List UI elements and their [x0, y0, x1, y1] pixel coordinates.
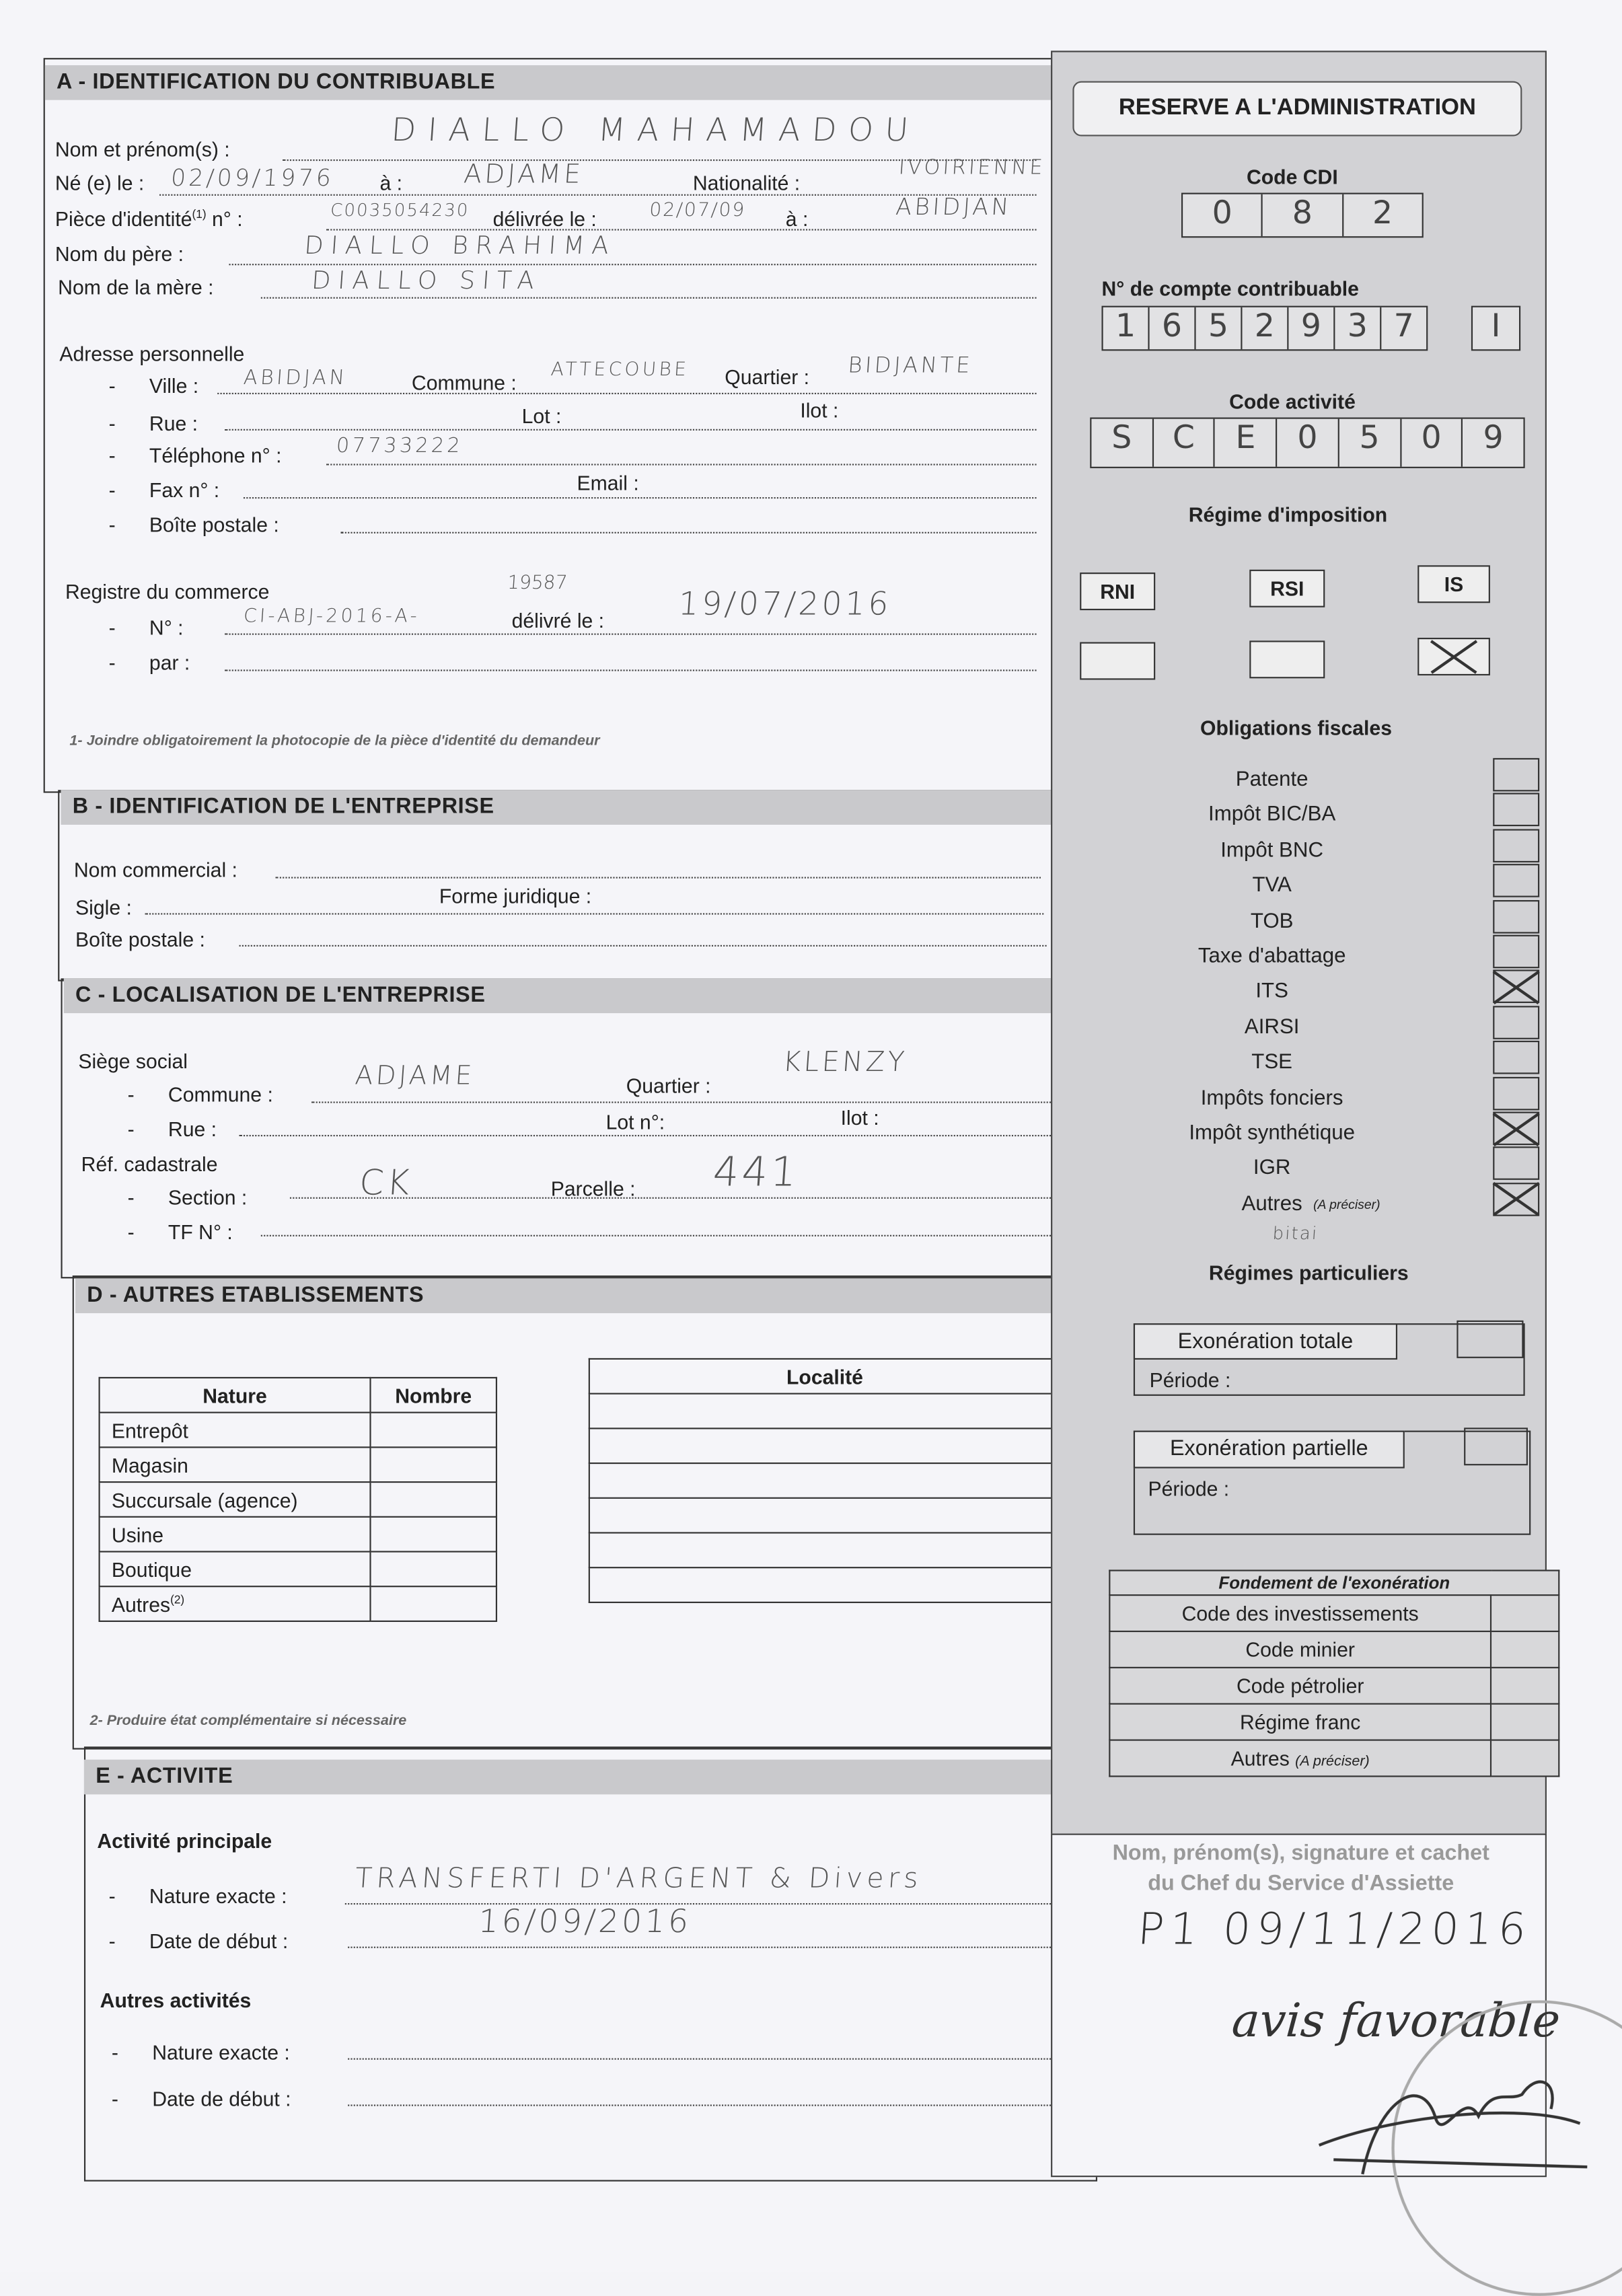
signature-date: P1 09/11/2016 [1136, 1904, 1534, 1956]
autres-value[interactable]: bitai [1271, 1223, 1319, 1244]
obligation-checkbox[interactable] [1493, 864, 1539, 898]
rc-label: Registre du commerce [65, 579, 270, 603]
nom-label: Nom et prénom(s) : [54, 137, 230, 161]
obligations-label: Obligations fiscales [1200, 716, 1392, 739]
nature-cell: Entrepôt [100, 1413, 371, 1448]
nationalite-value[interactable]: IVOIRIENNE [897, 156, 1046, 180]
localite-cell[interactable] [589, 1394, 1060, 1429]
delivree-a-label: à : [785, 207, 809, 231]
nom-commercial-label: Nom commercial : [73, 858, 237, 881]
fondement-cell: Autres (A préciser) [1109, 1740, 1491, 1777]
obligation-label: TVA [1252, 874, 1292, 898]
table-row [100, 1517, 496, 1552]
nature-cell: Succursale (agence) [100, 1482, 371, 1517]
mere-label: Nom de la mère : [58, 275, 214, 299]
fondement-title: Fondement de l'exonération [1109, 1571, 1559, 1596]
fondement-cell: Code minier [1109, 1631, 1491, 1668]
lot-entreprise-label: Lot n°: [605, 1110, 665, 1134]
nombre-cell[interactable] [371, 1482, 496, 1517]
nombre-cell[interactable] [371, 1586, 496, 1621]
rc-delivre-label: délivré le : [511, 608, 605, 632]
pere-value[interactable]: DIALLO BRAHIMA [303, 231, 617, 261]
fondement-checkbox[interactable] [1491, 1595, 1559, 1631]
date-row: - Date de début : [108, 1929, 289, 1953]
nombre-cell[interactable] [371, 1447, 496, 1482]
regime-label: Régime d'imposition [1188, 503, 1388, 527]
obligation-checkbox[interactable] [1493, 829, 1539, 862]
quartier-label: Quartier : [725, 365, 810, 389]
col-nombre: Nombre [371, 1378, 496, 1413]
ilot-label: Ilot : [800, 398, 839, 422]
exo-partielle-periode: Période : [1148, 1477, 1230, 1501]
signature-icon [1304, 2059, 1594, 2189]
section-e-title: E - ACTIVITE [84, 1760, 1093, 1795]
fondement-checkbox[interactable] [1491, 1631, 1559, 1668]
table-row [100, 1413, 496, 1448]
rc-delivre-value[interactable]: 19/07/2016 [677, 587, 893, 624]
table-row [1109, 1668, 1559, 1704]
siege-label: Siège social [78, 1049, 188, 1073]
parcelle-label: Parcelle : [550, 1177, 636, 1201]
obligation-checkbox[interactable] [1493, 758, 1539, 792]
section-row: - Section : [127, 1185, 248, 1209]
a-label: à : [379, 171, 403, 194]
exo-totale-checkbox[interactable] [1457, 1321, 1523, 1358]
localite-cell[interactable] [589, 1567, 1060, 1602]
fondement-cell: Code des investissements [1109, 1595, 1491, 1631]
regime-rsi-label: RSI [1249, 570, 1325, 607]
obligation-label: TOB [1250, 910, 1294, 933]
cdi-label: Code CDI [1246, 165, 1338, 189]
nature-row: - Nature exacte : [108, 1884, 287, 1908]
fax-row: - Fax n° : [108, 478, 220, 502]
table-row [100, 1586, 496, 1621]
forme-juridique-label: Forme juridique : [439, 884, 592, 908]
rue-entreprise-row: - Rue : [127, 1117, 217, 1141]
pere-label: Nom du père : [54, 242, 184, 266]
obligation-label: Patente [1235, 768, 1308, 792]
exo-partielle-checkbox[interactable] [1464, 1428, 1528, 1465]
parcelle-value[interactable]: 441 [711, 1148, 801, 1196]
quartier-value[interactable]: BIDJANTE [847, 352, 974, 379]
nombre-cell[interactable] [371, 1413, 496, 1448]
nature-cell: Magasin [100, 1447, 371, 1482]
commune-value[interactable]: ATTECOUBE [550, 359, 690, 381]
activite-cells[interactable]: S C E 0 5 0 9 [1090, 418, 1524, 468]
localite-cell[interactable] [589, 1498, 1060, 1533]
activite-principale-label: Activité principale [97, 1829, 272, 1853]
quartier-entreprise-label: Quartier : [626, 1074, 711, 1098]
bp-entreprise-label: Boîte postale : [75, 927, 205, 951]
mere-value[interactable]: DIALLO SITA [310, 266, 542, 296]
sigle-label: Sigle : [75, 895, 132, 920]
obligation-label: AIRSI [1244, 1015, 1300, 1039]
compte-cells[interactable]: 1 6 5 2 9 3 7 [1101, 306, 1428, 351]
obligation-label: TSE [1251, 1051, 1293, 1074]
localite-cell[interactable] [589, 1463, 1060, 1498]
localite-table [589, 1358, 1061, 1603]
activite-label: Code activité [1229, 390, 1356, 414]
commune-label: Commune : [411, 371, 517, 395]
obligation-label: Impôt BIC/BA [1208, 803, 1336, 827]
exo-totale-periode: Période : [1149, 1368, 1231, 1392]
delivree-value[interactable]: 02/07/09 [649, 200, 747, 222]
obligation-checkbox[interactable] [1493, 1041, 1539, 1074]
section-b-title: B - IDENTIFICATION DE L'ENTREPRISE [61, 790, 1055, 825]
section-d-title: D - AUTRES ETABLISSEMENTS [75, 1278, 1084, 1313]
lieu-naissance-value[interactable]: ADJAME [462, 159, 585, 190]
rc-number[interactable]: 19587 [506, 572, 568, 595]
obligation-checkbox[interactable] [1493, 793, 1539, 827]
bp-row: - Boîte postale : [108, 513, 279, 537]
nombre-cell[interactable] [371, 1551, 496, 1586]
nature-value[interactable]: TRANSFERTI D'ARGENT & Divers [354, 1862, 924, 1895]
commune-row: - Commune : [127, 1082, 273, 1106]
regimes-particuliers-label: Régimes particuliers [1208, 1261, 1409, 1284]
rue-row: - Rue : [108, 411, 198, 435]
ville-value[interactable]: ABIDJAN [242, 367, 348, 390]
piece-label: Pièce d'identité$^{(1)}$ n° : [54, 207, 243, 231]
admin-title: RESERVE A L'ADMINISTRATION [1072, 81, 1522, 137]
regime-rni-label: RNI [1080, 572, 1155, 610]
obligation-label: IGR [1253, 1157, 1291, 1181]
cdi-cells[interactable]: 0 8 2 [1181, 193, 1424, 238]
col-localite: Localité [589, 1359, 1060, 1394]
obligation-checkbox[interactable] [1493, 1076, 1539, 1110]
nom-value[interactable]: DIALLO MAHAMADOU [390, 113, 922, 149]
ville-row: - Ville : [108, 373, 199, 398]
regime-rni-checkbox[interactable] [1080, 642, 1155, 679]
rc-no-row: - N° : [108, 616, 184, 640]
fondement-cell: Code pétrolier [1109, 1668, 1491, 1704]
delivree-a-value[interactable]: ABIDJAN [895, 192, 1012, 221]
compte-key-cell[interactable]: I [1471, 306, 1520, 351]
email-label: Email : [577, 471, 639, 494]
table-row [100, 1551, 496, 1586]
tf-row: - TF N° : [127, 1220, 233, 1244]
exo-partielle-label: Exonération partielle [1134, 1431, 1405, 1469]
fondement-checkbox[interactable] [1491, 1704, 1559, 1740]
fondement-cell: Régime franc [1109, 1704, 1491, 1740]
table-row [100, 1447, 496, 1482]
obligation-label: ITS [1255, 980, 1288, 1004]
date2-row: - Date de début : [111, 2087, 291, 2111]
obligation-label: Impôt BNC [1220, 839, 1324, 862]
localite-cell[interactable] [589, 1532, 1060, 1567]
nombre-cell[interactable] [371, 1517, 496, 1552]
commune-entreprise-value[interactable]: ADJAME [354, 1061, 476, 1092]
fondement-checkbox[interactable] [1491, 1740, 1559, 1777]
section-a-title: A - IDENTIFICATION DU CONTRIBUABLE [45, 65, 1054, 100]
date-value[interactable]: 16/09/2016 [477, 1904, 693, 1941]
obligation-label: Impôts fonciers [1200, 1086, 1343, 1110]
autres-activites-label: Autres activités [100, 1989, 252, 2012]
table-row [1109, 1631, 1559, 1668]
regime-rsi-checkbox[interactable] [1249, 640, 1325, 678]
nature2-row: - Nature exacte : [111, 2040, 290, 2065]
obligation-checkbox[interactable] [1493, 1006, 1539, 1039]
fondement-checkbox[interactable] [1491, 1668, 1559, 1704]
footnote-2: 2- Produire état complémentaire si nécessaire [89, 1713, 407, 1730]
col-nature: Nature [100, 1378, 371, 1413]
table-row [1109, 1704, 1559, 1740]
obligation-label: Autres [1241, 1192, 1302, 1216]
section-value[interactable]: CK [358, 1162, 414, 1203]
ilot-entreprise-label: Ilot : [840, 1105, 879, 1130]
lot-label: Lot : [521, 404, 562, 428]
obligation-checkbox[interactable] [1493, 935, 1539, 969]
table-row [1109, 1740, 1559, 1777]
signature-label: Nom, prénom(s), signature et cachet du Chef du Service d'Assiette [1112, 1841, 1489, 1896]
table-row [100, 1482, 496, 1517]
compte-label: N° de compte contribuable [1101, 276, 1359, 301]
ne-label: Né (e) le : [54, 171, 145, 194]
localite-cell[interactable] [589, 1428, 1060, 1463]
obligation-label: Taxe d'abattage [1197, 945, 1346, 969]
tel-row: - Téléphone n° : [108, 443, 282, 467]
section-e-frame [84, 1746, 1097, 2181]
regime-is-checkbox-checked[interactable] [1417, 638, 1490, 675]
autres-note: (A préciser) [1313, 1197, 1380, 1212]
nature-cell: Usine [100, 1517, 371, 1552]
piece-value[interactable]: C0035054230 [330, 200, 470, 221]
obligation-checkbox-checked[interactable] [1493, 1183, 1539, 1216]
nature-cell: Boutique [100, 1551, 371, 1586]
exo-totale-label: Exonération totale [1134, 1323, 1397, 1360]
par-row: - par : [108, 651, 190, 674]
section-c-title: C - LOCALISATION DE L'ENTREPRISE [64, 978, 1073, 1013]
obligation-checkbox[interactable] [1493, 899, 1539, 933]
adresse-label: Adresse personnelle [59, 342, 245, 365]
etablissements-table [99, 1377, 498, 1622]
obligation-label: Impôt synthétique [1189, 1121, 1355, 1146]
ref-cadastrale-label: Réf. cadastrale [81, 1152, 218, 1176]
delivree-label: délivrée le : [492, 207, 597, 231]
nature-cell: Autres$^{(2)}$ [100, 1586, 371, 1621]
obligation-checkbox-checked[interactable] [1493, 970, 1539, 1004]
regime-is-label: IS [1417, 565, 1490, 603]
table-row [1109, 1595, 1559, 1631]
obligation-checkbox-checked[interactable] [1493, 1112, 1539, 1146]
ne-value[interactable]: 02/09/1976 [170, 163, 335, 192]
nationalite-label: Nationalité : [692, 171, 801, 194]
signature-avis: avis favorable [1230, 1993, 1562, 2048]
tel-value[interactable]: 07733222 [335, 435, 464, 458]
rc-value[interactable]: CI-ABJ-2016-A- [242, 605, 421, 628]
fondement-table [1109, 1569, 1559, 1777]
footnote-1: 1- Joindre obligatoirement la photocopie de la pièce d'identité du demandeur [69, 733, 600, 749]
quartier-entreprise-value[interactable]: KLENZY [781, 1046, 909, 1079]
obligation-checkbox[interactable] [1493, 1147, 1539, 1181]
